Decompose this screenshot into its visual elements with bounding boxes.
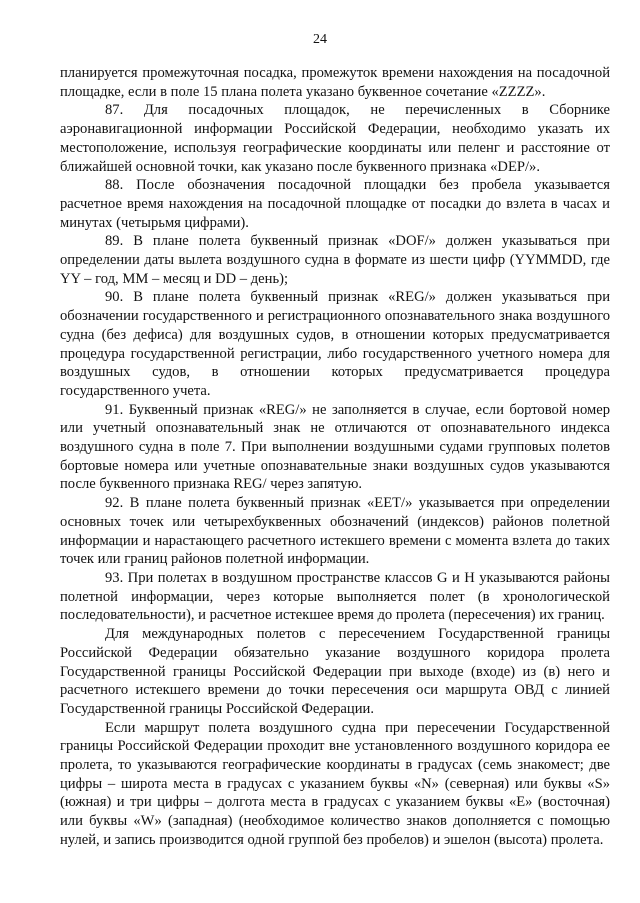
paragraph-90: 90. В плане полета буквенный признак «REG/» должен указываться при обозначении государственного и регистрационного опознавательного знака воздушного судна (без дефиса) для воздушных судов, в отношении которых предусматривается процедура государственной регистрации, либо государственного учетного номера для воздушных судов, в отношении которых предусматривается процедура государственного учета.	[60, 289, 610, 399]
paragraph-87: 87. Для посадочных площадок, не перечисленных в Сборнике аэронавигационной информации Российской Федерации, необходимо указать их местоположение, используя географические координаты или пеленг и расстояние от ближайшей основной точки, как указано после буквенного признака «DEP/».	[60, 102, 610, 175]
paragraph-international-flights: Для международных полетов с пересечением Государственной границы Российской Федерации обязательно указание воздушного коридора пролета Государственной границы Российской Федерации при выходе (входе) из (в) него и расчетного истекшего времени до точки пересечения оси маршрута ОВД с линией Государственной границы Российской Федерации.	[60, 626, 610, 717]
paragraph-91: 91. Буквенный признак «REG/» не заполняется в случае, если бортовой номер или учетный опознавательный знак не отличаются от опознавательного индекса воздушного судна в поле 7. При выполнении воздушными судами групповых полетов бортовые номера или учетные опознавательные знаки воздушных судов указываются после буквенного признака REG/ через запятую.	[60, 401, 610, 493]
paragraph-93: 93. При полетах в воздушном пространстве классов G и H указываются районы полетной информации, через которые выполняется полет (в хронологической последовательности), и расчетное истекшее время до пролета (пересечения) их границ.	[60, 569, 610, 624]
paragraph-continuation: планируется промежуточная посадка, промежуток времени нахождения на посадочной площадке, если в поле 15 плана полета указано буквенное сочетание «ZZZZ».	[60, 65, 610, 100]
page-number: 24	[313, 32, 327, 47]
paragraph-88: 88. После обозначения посадочной площадки без пробела указывается расчетное время нахождения на посадочной площадке от посадки до взлета в часах и минутах (четырьмя цифрами).	[60, 177, 610, 231]
paragraph-outside-corridor: Если маршрут полета воздушного судна при пересечении Государственной границы Российской Федерации проходит вне установленного воздушного коридора ее пролета, то указываются географические координаты в градусах (семь знакомест; две цифры – широта места в градусах с указанием буквы «N» (северная) или буквы «S» (южная) и три цифры – долгота места в градусах с указанием буквы «E» (восточная) или буквы «W» (западная) (необходимое количество знаков дополняется с помощью нулей, и запись производится одной группой без пробелов) и эшелон (высота) пролета.	[60, 719, 610, 848]
paragraph-89: 89. В плане полета буквенный признак «DOF/» должен указываться при определении даты вылета воздушного судна в формате из шести цифр (YYMMDD, где YY – год, MM – месяц и DD – день);	[60, 233, 610, 287]
paragraph-92: 92. В плане полета буквенный признак «EET/» указывается при определении основных точек или четырехбуквенных обозначений (индексов) районов полетной информации и нарастающего расчетного истекшего времени с момента взлета до таких точек или границ районов полетной информации.	[60, 495, 610, 568]
document-body	[60, 64, 610, 850]
